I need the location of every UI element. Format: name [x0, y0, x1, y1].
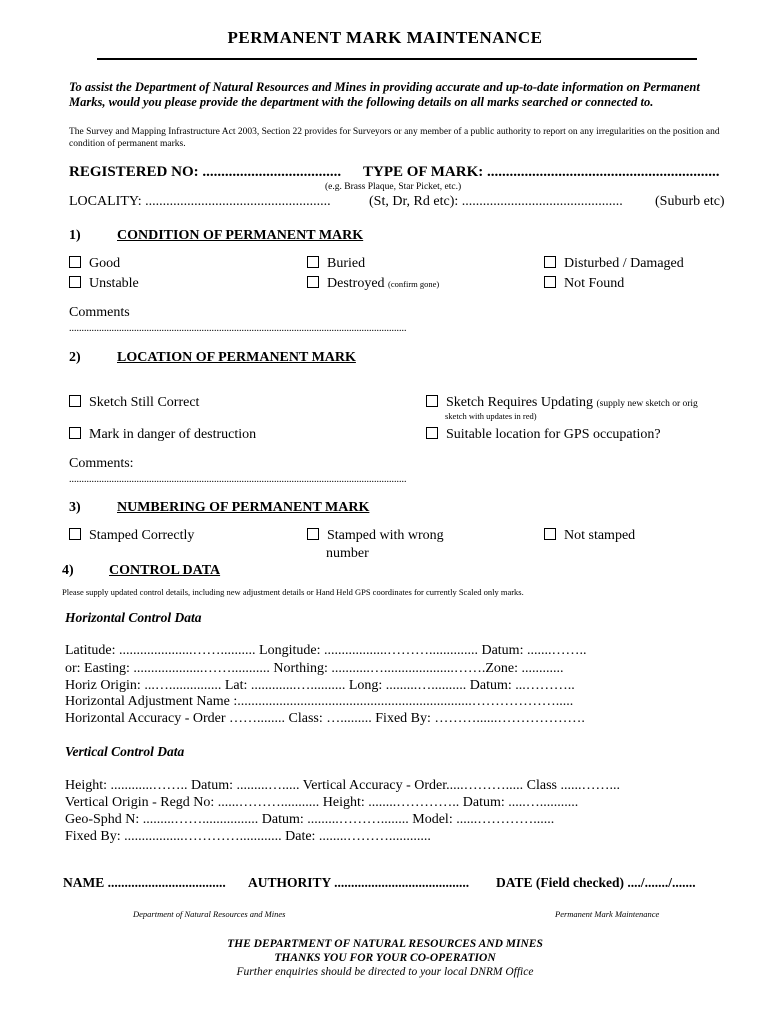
title-divider	[97, 58, 697, 60]
horizontal-control-title: Horizontal Control Data	[65, 610, 202, 625]
checkbox-destroyed[interactable]	[307, 276, 439, 292]
section-3-number: 3)	[69, 500, 81, 515]
checkbox-label: Not stamped	[564, 528, 636, 543]
checkbox-good[interactable]	[69, 256, 120, 272]
condition-comments-field[interactable]: .......................................................................................................................................	[69, 323, 407, 334]
checkbox-label: Disturbed / Damaged	[564, 256, 684, 271]
checkbox-box[interactable]	[544, 256, 556, 268]
checkbox-box[interactable]	[69, 395, 81, 407]
vertical-line[interactable]: Vertical Origin - Regd No: ......………........... Height: ........………….. Datum: .....…...........	[65, 795, 579, 810]
checkbox-sketch-requires-updating[interactable]	[426, 395, 698, 411]
section-4-heading: CONTROL DATA	[109, 563, 221, 578]
checkbox-box[interactable]	[307, 256, 319, 268]
checkbox-gps-location[interactable]	[426, 427, 661, 443]
authority-field[interactable]: AUTHORITY ........................................	[248, 875, 470, 890]
checkbox-box[interactable]	[69, 528, 81, 540]
page-title: PERMANENT MARK MAINTENANCE	[227, 28, 543, 47]
condition-comments-label: Comments	[69, 305, 130, 320]
intro-paragraph: To assist the Department of Natural Resources and Mines in providing accurate and up-to-date information on Permanent Marks, would you please provide the department with the following details on all marks searched or connected to.	[69, 80, 700, 109]
checkbox-box[interactable]	[69, 427, 81, 439]
checkbox-label: Not Found	[564, 276, 625, 291]
location-comments-label: Comments:	[69, 456, 134, 471]
street-field[interactable]: (St, Dr, Rd etc): ..............................................	[369, 194, 623, 209]
locality-field[interactable]: LOCALITY: .....................................................	[69, 194, 331, 209]
checkbox-box[interactable]	[544, 528, 556, 540]
stamped-wrong-line2: number	[326, 546, 369, 561]
checkbox-label: Sketch Requires Updating	[446, 395, 593, 410]
section-1-number: 1)	[69, 228, 81, 243]
checkbox-box[interactable]	[544, 276, 556, 288]
date-field-checked[interactable]: DATE (Field checked) ..../......./.......	[496, 875, 696, 890]
checkbox-buried[interactable]	[307, 256, 365, 272]
section-1-heading: CONDITION OF PERMANENT MARK	[117, 228, 364, 243]
checkbox-stamped-correctly[interactable]	[69, 528, 194, 544]
checkbox-label: Unstable	[89, 276, 139, 291]
horizontal-line[interactable]: Latitude: .....................…….......... Longitude: ..................……….............. Datum: .......……..	[65, 643, 587, 658]
legal-note: The Survey and Mapping Infrastructure Act 2003, Section 22 provides for Surveyors or any member of a public authority to report on any irregularities on the position and condition of permanent marks.	[69, 127, 720, 149]
checkbox-box[interactable]	[307, 276, 319, 288]
footer-left: Department of Natural Resources and Mines	[133, 909, 286, 919]
checkbox-stamped-wrong[interactable]	[307, 528, 444, 544]
section-2-number: 2)	[69, 350, 81, 365]
checkbox-sketch-still-correct[interactable]	[69, 395, 199, 411]
sketch-requires-note-line2: sketch with updates in red)	[445, 411, 537, 421]
section-3-heading: NUMBERING OF PERMANENT MARK	[117, 500, 370, 515]
horizontal-line[interactable]: or: Easting: ....................……........... Northing: ...........…....................…….Zone: ............	[65, 661, 564, 676]
checkbox-label: Suitable location for GPS occupation?	[446, 427, 661, 442]
thanks-line-1: THE DEPARTMENT OF NATURAL RESOURCES AND MINES	[227, 938, 543, 950]
name-field[interactable]: NAME ...................................	[63, 875, 226, 890]
registered-no-field[interactable]: REGISTERED NO: .....................................	[69, 164, 342, 180]
section-2-heading: LOCATION OF PERMANENT MARK	[117, 350, 356, 365]
suburb-label: (Suburb etc)	[655, 194, 725, 209]
footer-right: Permanent Mark Maintenance	[555, 909, 660, 919]
horizontal-line[interactable]: Horizontal Adjustment Name :...................................................................……………….....	[65, 694, 574, 709]
enquiries-line: Further enquiries should be directed to your local DNRM Office	[236, 966, 534, 978]
type-of-mark-hint: (e.g. Brass Plaque, Star Picket, etc.)	[325, 182, 462, 192]
checkbox-box[interactable]	[426, 395, 438, 407]
horizontal-line[interactable]: Horizontal Accuracy - Order ……........ Class: …......... Fixed By: ………......……………….	[65, 711, 585, 726]
thanks-line-2: THANKS YOU FOR YOUR CO-OPERATION	[274, 952, 496, 964]
checkbox-label: Stamped with wrong	[327, 528, 444, 543]
checkbox-label: Destroyed	[327, 276, 385, 291]
checkbox-label: Mark in danger of destruction	[89, 427, 257, 442]
checkbox-label: Stamped Correctly	[89, 528, 195, 543]
destroyed-note: (confirm gone)	[388, 279, 440, 289]
checkbox-mark-in-danger[interactable]	[69, 427, 256, 443]
checkbox-not-stamped[interactable]	[544, 528, 635, 544]
type-of-mark-field[interactable]: TYPE OF MARK: ..............................................................	[363, 164, 720, 180]
vertical-line[interactable]: Fixed By: .................…………............ Date: ........………............	[65, 829, 431, 844]
horizontal-line[interactable]: Horiz Origin: ...…............... Lat: .............….......... Long: .........….......... Datum: ...………..	[65, 678, 575, 693]
checkbox-box[interactable]	[307, 528, 319, 540]
checkbox-disturbed-damaged[interactable]	[544, 256, 684, 272]
checkbox-box[interactable]	[426, 427, 438, 439]
checkbox-box[interactable]	[69, 276, 81, 288]
checkbox-unstable[interactable]	[69, 276, 139, 292]
checkbox-box[interactable]	[69, 256, 81, 268]
section-4-number: 4)	[62, 563, 74, 578]
checkbox-label: Sketch Still Correct	[89, 395, 200, 410]
checkbox-not-found[interactable]	[544, 276, 624, 292]
vertical-line[interactable]: Geo-Sphd N: .........……................ Datum: .........………........ Model: ......…………......	[65, 812, 555, 827]
vertical-control-title: Vertical Control Data	[65, 744, 185, 759]
location-comments-field[interactable]: .......................................................................................................................................	[69, 474, 407, 485]
control-data-note: Please supply updated control details, including new adjustment details or Hand Held GPS coordinates for currently Scaled only marks.	[62, 587, 524, 597]
sketch-requires-note: (supply new sketch or orig	[596, 399, 698, 409]
checkbox-label: Good	[89, 256, 121, 271]
checkbox-label: Buried	[327, 256, 366, 271]
vertical-line[interactable]: Height: ............…….. Datum: .........…..... Vertical Accuracy - Order.....………..... Class ......……...	[65, 778, 620, 793]
